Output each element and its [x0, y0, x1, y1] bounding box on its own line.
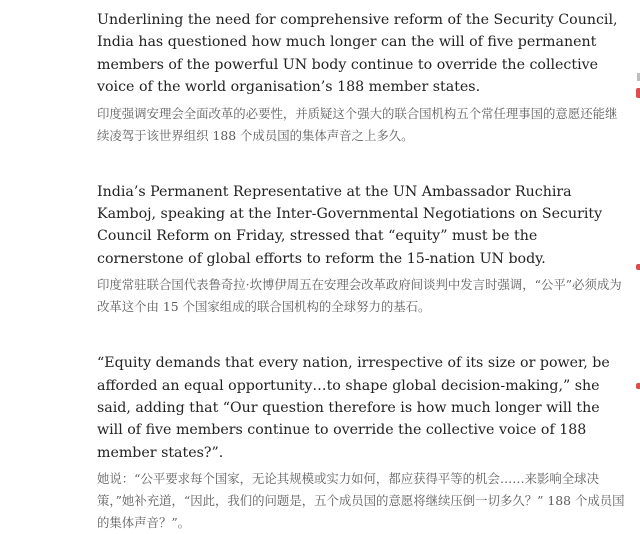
paragraph-gap [97, 318, 625, 352]
paragraph-english: India’s Permanent Representative at the UN Ambassador Ruchira Kamboj, speaking at the Inter-Governmental Negotiations on Security Council Reform on Friday, stressed that “equity” must be the cornerstone of global efforts to reform the 15-nation UN body. [97, 183, 603, 267]
paragraph-chinese: 印度强调安理会全面改革的必要性，并质疑这个强大的联合国机构五个常任理事国的意愿还能继续凌驾于该世界组织 188 个成员国的集体声音之上多久。 [97, 105, 618, 143]
paragraph-chinese: 她说：“公平要求每个国家，无论其规模或实力如何，都应获得平等的机会……来影响全球决策，”她补充道，“因此，我们的问题是，五个成员国的意愿将继续压倒一切多久？” 188 个成员国的集体声音？”。 [97, 471, 625, 531]
paragraph-1 [97, 9, 625, 147]
paragraph-english: “Equity demands that every nation, irrespective of its size or power, be afforded an equal opportunity…to shape global decision-making,” she said, adding that “Our question therefore is how much longer will the will of five members continue to override the collective voice of 188 member states?”. [97, 355, 610, 461]
edge-marker [636, 264, 640, 270]
paragraph-english: Underlining the need for comprehensive reform of the Security Council, India has questioned how much longer can the will of five permanent members of the powerful UN body continue to override the collective voice of the world organisation’s 188 member states. [97, 12, 618, 96]
edge-marker [636, 383, 640, 389]
article-body [97, 9, 625, 534]
paragraph-gap [97, 147, 625, 181]
paragraph-3 [97, 352, 625, 534]
paragraph-2 [97, 181, 625, 319]
edge-marker [636, 88, 640, 98]
paragraph-chinese: 印度常驻联合国代表鲁奇拉·坎博伊周五在安理会改革政府间谈判中发言时强调，“公平”必须成为改革这个由 15 个国家组成的联合国机构的全球努力的基石。 [97, 277, 622, 315]
